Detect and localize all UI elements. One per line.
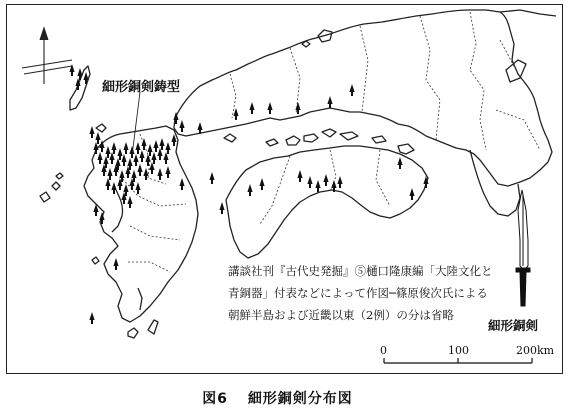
sword-marker-icon	[307, 176, 312, 188]
sword-marker-icon	[123, 142, 128, 154]
sword-marker-icon	[135, 142, 140, 154]
sword-marker-icon	[97, 152, 102, 164]
goto-island	[52, 182, 60, 190]
goto-island	[56, 173, 63, 179]
honshu-east-coast	[500, 10, 556, 16]
tanegashima-island	[148, 320, 158, 334]
scale-bar	[384, 358, 532, 363]
note-line-1: 講談社刊『古代史発掘』⑤樋口隆康編「大陸文化と	[228, 264, 493, 278]
sword-marker-icon	[107, 168, 112, 180]
kii-peninsula	[470, 150, 520, 216]
sword-marker-icon	[315, 180, 320, 192]
figure-caption	[0, 388, 569, 408]
shikoku-coast	[226, 146, 428, 258]
scale-tick-0: 0	[380, 344, 387, 357]
island	[372, 136, 386, 143]
figure-number: 図6	[202, 391, 228, 407]
sword-marker-icon	[233, 108, 238, 120]
sword-marker-icon	[111, 142, 116, 154]
sword-marker-icon	[117, 148, 122, 160]
island	[266, 139, 278, 146]
goto-island	[40, 192, 50, 202]
sword-marker-icon	[159, 138, 164, 150]
sword-marker-icon	[151, 152, 156, 164]
island	[224, 134, 236, 142]
legend-sword-icon	[516, 190, 530, 306]
sword-marker-icon	[337, 176, 342, 188]
koshiki-island	[92, 257, 99, 264]
figure-title: 細形銅剣分布図	[247, 391, 353, 407]
sword-marker-icon	[219, 202, 224, 214]
sword-marker-icon	[259, 178, 264, 190]
north-arrow-icon	[22, 28, 72, 84]
sword-marker-icon	[323, 174, 328, 186]
pref-boundary	[376, 150, 390, 206]
mold-label: 細形銅剣鋳型	[102, 80, 181, 95]
sword-marker-icon	[127, 196, 132, 208]
marker-layer	[69, 64, 428, 324]
sword-marker-icon	[141, 138, 146, 150]
pref-boundary	[420, 16, 440, 140]
pref-boundary	[130, 226, 180, 240]
yakushima-island	[128, 328, 138, 338]
kagoshima-bay	[138, 288, 142, 310]
sword-marker-icon	[113, 258, 118, 270]
pref-boundary	[128, 262, 170, 272]
sword-marker-icon	[165, 166, 170, 178]
sword-marker-icon	[77, 68, 82, 80]
pref-boundary	[496, 110, 540, 150]
sword-marker-icon	[249, 102, 254, 114]
sword-marker-icon	[89, 126, 94, 138]
iki-island	[96, 124, 106, 132]
sword-marker-icon	[135, 182, 140, 194]
sword-marker-icon	[129, 146, 134, 158]
sword-marker-icon	[153, 140, 158, 152]
scale-tick-200: 200km	[516, 344, 555, 357]
island	[286, 136, 300, 145]
sword-marker-icon	[111, 182, 116, 194]
scale-tick-100: 100	[448, 344, 469, 357]
sword-marker-icon	[179, 178, 184, 190]
sword-marker-icon	[89, 312, 94, 324]
sword-marker-icon	[247, 184, 252, 196]
pref-boundary	[470, 12, 486, 150]
pref-boundary	[260, 156, 290, 224]
sword-marker-icon	[139, 150, 144, 162]
sword-marker-icon	[137, 164, 142, 176]
note-line-3: 朝鮮半島および近畿以東（2例）の分は省略	[228, 308, 454, 322]
island	[322, 129, 336, 137]
island	[340, 132, 358, 140]
pref-boundary	[360, 26, 368, 112]
sword-marker-icon	[397, 157, 402, 169]
legend-label: 細形銅剣	[488, 318, 539, 333]
honshu-coast	[174, 10, 552, 186]
lake-biwa	[506, 60, 526, 82]
sword-marker-icon	[179, 120, 184, 132]
island	[304, 134, 318, 142]
sword-marker-icon	[349, 84, 354, 96]
awaji-island	[398, 144, 414, 154]
sword-marker-icon	[157, 168, 162, 180]
ariake-bay	[112, 190, 123, 232]
sword-marker-icon	[267, 102, 272, 114]
sword-marker-icon	[95, 132, 100, 144]
note-line-2: 青銅器」付表などによって作図─篠原俊次氏による	[228, 286, 488, 300]
sword-marker-icon	[327, 96, 332, 108]
sword-marker-icon	[165, 142, 170, 154]
sword-marker-icon	[295, 102, 300, 114]
sword-marker-icon	[297, 170, 302, 182]
sword-marker-icon	[409, 188, 414, 200]
sword-marker-icon	[209, 172, 214, 184]
sword-marker-icon	[105, 146, 110, 158]
sword-marker-icon	[133, 154, 138, 166]
